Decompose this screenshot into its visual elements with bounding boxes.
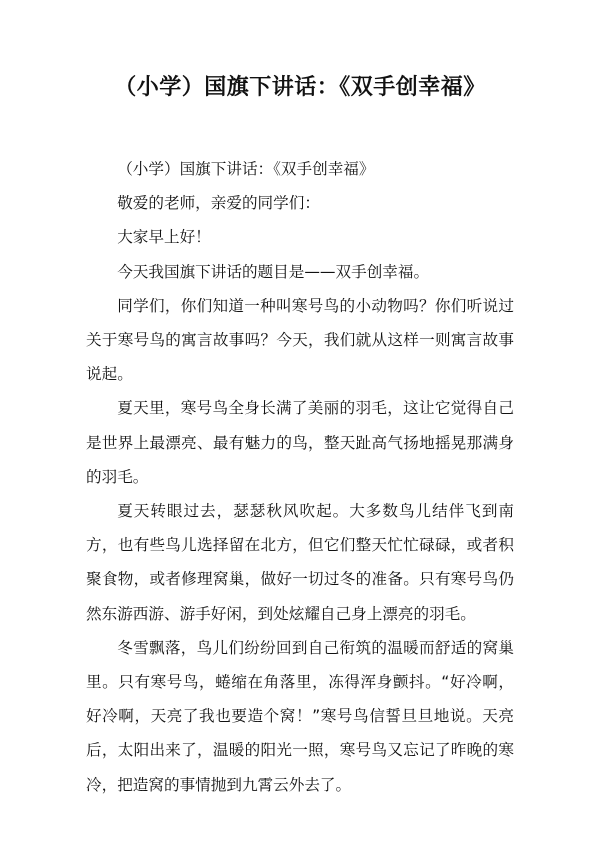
paragraph-heading-repeat: （小学）国旗下讲话：《双手创幸福》 — [117, 160, 375, 178]
document-body — [86, 152, 514, 802]
paragraph-introduction: 同学们，你们知道一种叫寒号鸟的小动物吗？你们听说过关于寒号鸟的寓言故事吗？今天，我们就从这样一则寓言故事说起。 — [86, 296, 514, 384]
paragraph-topic: 今天我国旗下讲话的题目是——双手创幸福。 — [117, 262, 430, 281]
paragraph-autumn: 夏天转眼过去，瑟瑟秋风吹起。大多数鸟儿结伴飞到南方，也有些鸟儿选择留在北方，但它们整天忙忙碌碌，或者积聚食物，或者修理窝巢，做好一切过冬的准备。只有寒号鸟仍然东游西游、游手好闲，到处炫耀自己身上漂亮的羽毛。 — [86, 502, 514, 623]
paragraph-greeting: 大家早上好！ — [117, 228, 211, 247]
document-title: （小学）国旗下讲话：《双手创幸福》 — [114, 75, 486, 100]
paragraph-salutation: 敬爱的老师，亲爱的同学们： — [117, 194, 320, 213]
paragraph-winter: 冬雪飘落，鸟儿们纷纷回到自己衔筑的温暖而舒适的窝巢里。只有寒号鸟，蜷缩在角落里，冻得浑身颤抖。“好冷啊，好冷啊，天亮了我也要造个窝！”寒号鸟信誓旦旦地说。天亮后，太阳出来了，温暖的阳光一照，寒号鸟又忘记了昨晚的寒冷，把造窝的事情抛到九霄云外去了。 — [86, 638, 514, 794]
paragraph-summer: 夏天里，寒号鸟全身长满了美丽的羽毛，这让它觉得自己是世界上最漂亮、最有魅力的鸟，整天趾高气扬地摇晃那满身的羽毛。 — [86, 399, 514, 486]
